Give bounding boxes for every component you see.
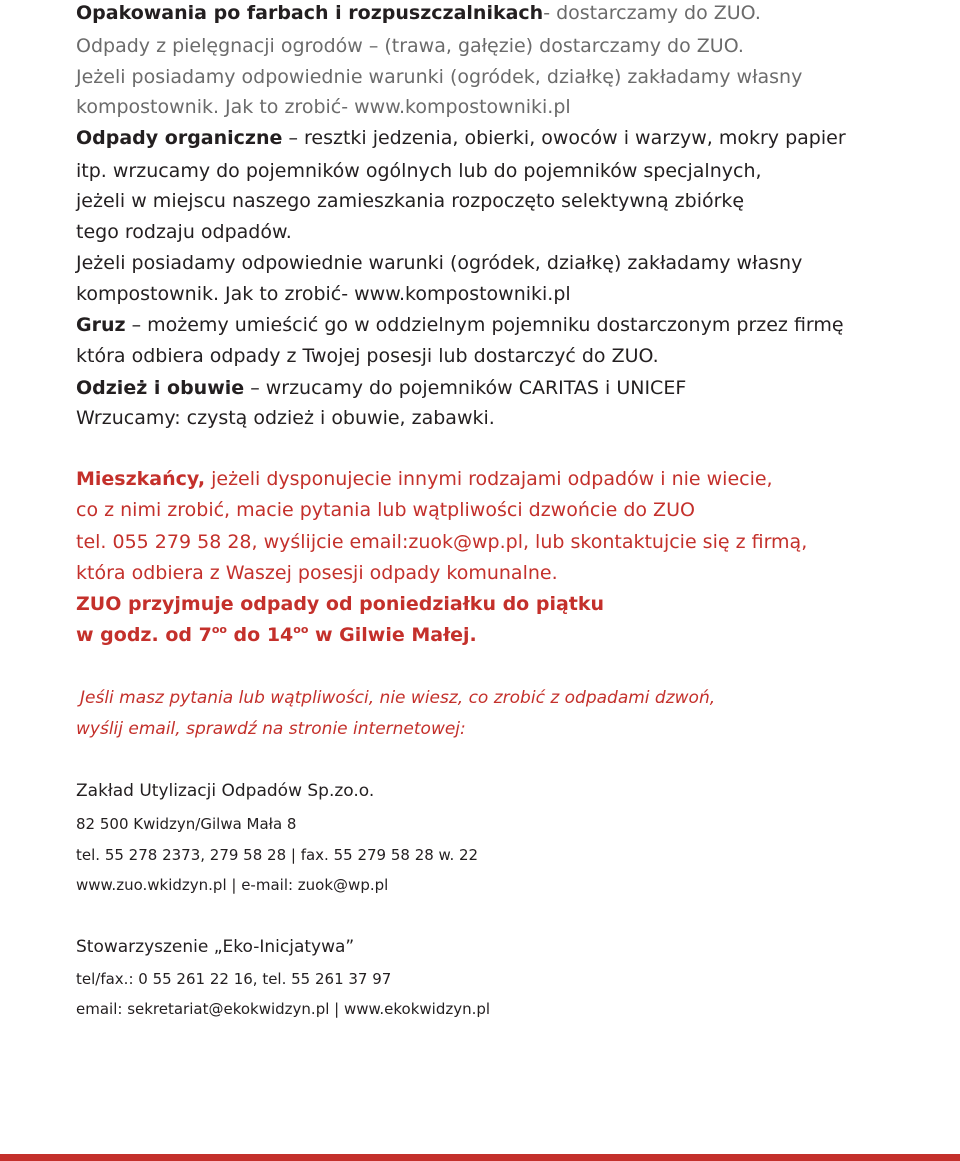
notice-line-3: tel. 055 279 58 28, wyślijcie email:zuok@wp.pl, lub skontaktujcie się z firmą,: [76, 531, 808, 553]
organic-waste-line: [76, 127, 846, 149]
help-italic-line-2: wyślij email, sprawdź na stronie internetowej:: [76, 719, 466, 739]
clothing-line-2: Wrzucamy: czystą odzież i obuwie, zabawki.: [76, 407, 495, 429]
organic-compost-line: Jeżeli posiadamy odpowiednie warunki (ogródek, działkę) zakładamy własny: [76, 252, 803, 274]
rubble-line: [76, 314, 844, 336]
paint-waste-heading: Opakowania po farbach i rozpuszczalnikach: [76, 2, 544, 24]
clothing-text: – wrzucamy do pojemników CARITAS i UNICEF: [244, 377, 687, 399]
rubble-line-2: która odbiera odpady z Twojej posesji lub dostarczyć do ZUO.: [76, 345, 659, 367]
notice-time-sup-1: oo: [211, 623, 227, 636]
organic-compost-link-line: kompostownik. Jak to zrobić- www.kompostowniki.pl: [76, 283, 571, 305]
paint-waste-text: - dostarczamy do ZUO.: [543, 2, 761, 24]
help-italic-line-1: Jeśli masz pytania lub wątpliwości, nie wiesz, co zrobić z odpadami dzwoń,: [80, 688, 716, 708]
zuo-address: 82 500 Kwidzyn/Gilwa Mała 8: [76, 815, 297, 833]
rubble-text: – możemy umieścić go w oddzielnym pojemniku dostarczonym przez firmę: [125, 314, 844, 336]
bottom-red-rule: [0, 1154, 960, 1161]
notice-line-4: która odbiera z Waszej posesji odpady komunalne.: [76, 562, 558, 584]
zuo-web-email: www.zuo.wkidzyn.pl | e-mail: zuok@wp.pl: [76, 876, 389, 894]
notice-line-2: co z nimi zrobić, macie pytania lub wątpliwości dzwońcie do ZUO: [76, 499, 695, 521]
zuo-company-name: Zakład Utylizacji Odpadów Sp.zo.o.: [76, 781, 375, 801]
notice-time-suffix: w Gilwie Małej.: [308, 624, 477, 646]
clothing-heading: Odzież i obuwie: [76, 377, 245, 399]
notice-time-middle: do 14: [226, 624, 294, 646]
eko-email-web: email: sekretariat@ekokwidzyn.pl | www.ekokwidzyn.pl: [76, 1000, 491, 1018]
organic-waste-text: – resztki jedzenia, obierki, owoców i warzyw, mokry papier: [282, 127, 846, 149]
rubble-heading: Gruz: [76, 314, 126, 336]
compost-condition-line: Jeżeli posiadamy odpowiednie warunki (ogródek, działkę) zakładamy własny: [76, 66, 803, 88]
paint-waste-line: [76, 2, 761, 24]
notice-residents-text: jeżeli dysponujecie innymi rodzajami odpadów i nie wiecie,: [205, 468, 773, 490]
notice-hours-time-line: [76, 624, 477, 646]
eko-phone: tel/fax.: 0 55 261 22 16, tel. 55 261 37 97: [76, 970, 392, 988]
compost-link-line: kompostownik. Jak to zrobić- www.kompostowniki.pl: [76, 96, 571, 118]
notice-residents-heading: Mieszkańcy,: [76, 468, 206, 490]
notice-time-prefix: w godz. od 7: [76, 624, 212, 646]
notice-line-1: [76, 468, 773, 490]
organic-waste-line-2: itp. wrzucamy do pojemników ogólnych lub do pojemników specjalnych,: [76, 160, 762, 182]
organic-waste-heading: Odpady organiczne: [76, 127, 283, 149]
organic-waste-line-3: jeżeli w miejscu naszego zamieszkania rozpoczęto selektywną zbiórkę: [76, 190, 745, 212]
garden-waste-line: Odpady z pielęgnacji ogrodów – (trawa, gałęzie) dostarczamy do ZUO.: [76, 35, 744, 57]
eko-association-name: Stowarzyszenie „Eko-Inicjatywa”: [76, 937, 355, 957]
clothing-line: [76, 377, 686, 399]
notice-hours-line: ZUO przyjmuje odpady od poniedziałku do piątku: [76, 593, 605, 615]
zuo-phone: tel. 55 278 2373, 279 58 28 | fax. 55 279 58 28 w. 22: [76, 846, 479, 864]
organic-waste-line-4: tego rodzaju odpadów.: [76, 221, 292, 243]
notice-time-sup-2: oo: [293, 623, 309, 636]
